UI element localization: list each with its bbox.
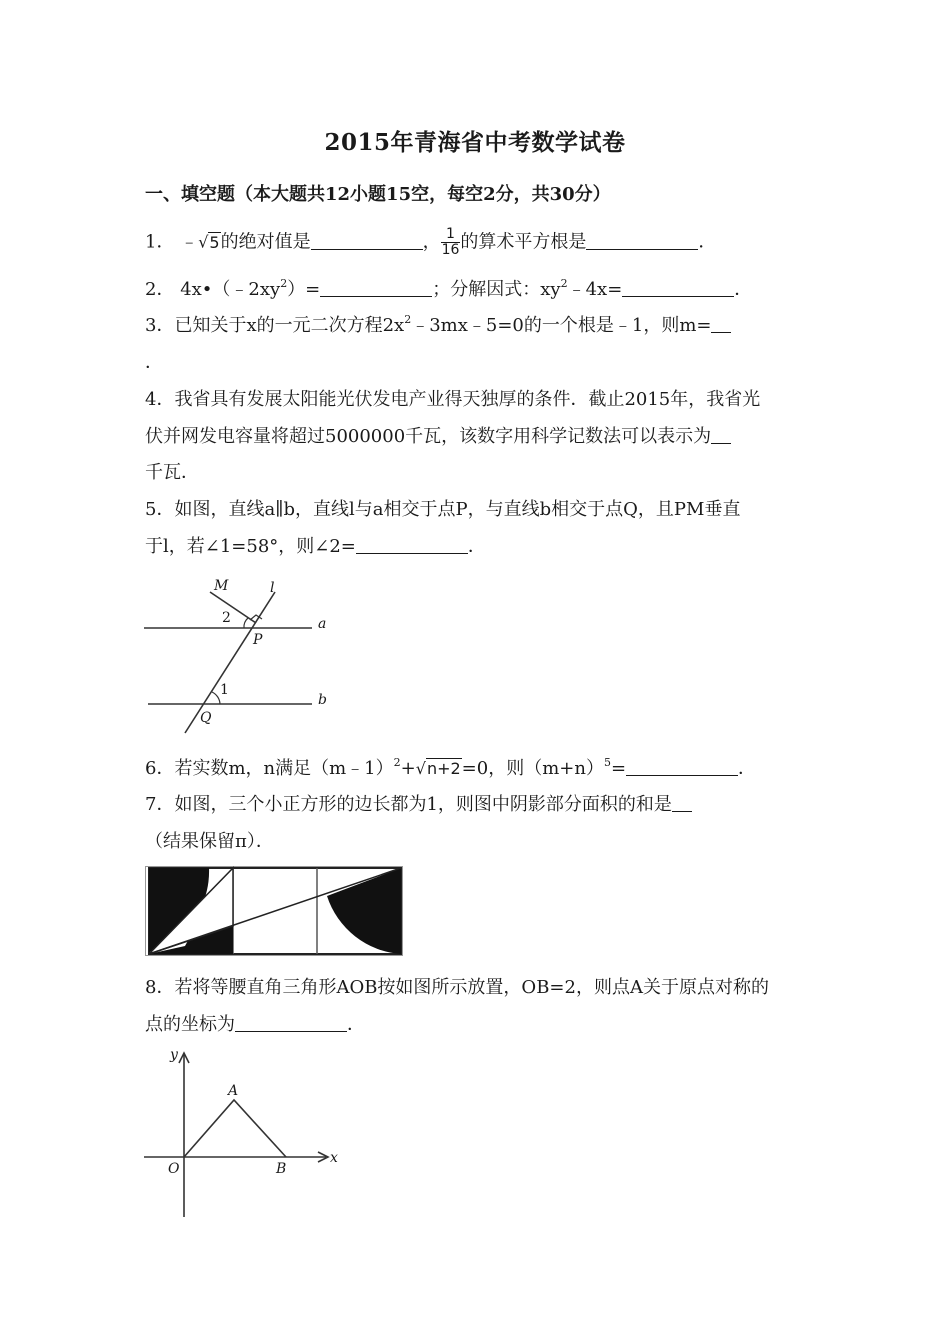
answer-blank[interactable]: [622, 278, 734, 297]
coordinate-figure: [140, 1045, 350, 1225]
answer-blank[interactable]: [711, 314, 731, 333]
section-heading: 一、填空题（本大题共12小题15空，每空2分，共30分）: [145, 184, 611, 205]
sqrt-5: √5: [198, 232, 220, 252]
label-B: B: [276, 1161, 287, 1177]
three-squares-figure: [145, 866, 403, 956]
answer-blank[interactable]: [672, 793, 692, 812]
label-y: y: [170, 1047, 178, 1063]
angle-2-arc: [244, 618, 248, 628]
page-title: 2015年青海省中考数学试卷: [324, 129, 626, 156]
label-Q: Q: [200, 710, 212, 726]
parallel-lines-figure: [140, 570, 340, 740]
answer-blank[interactable]: [356, 535, 468, 554]
fraction-1-16: $\frac{1}{16}$: [441, 226, 460, 258]
label-angle-1: 1: [220, 682, 229, 698]
question-3: 3．已知关于x的一元二次方程$2x^2﹣3mx﹣5=0$的一个根是﹣1，则m=: [145, 313, 731, 339]
answer-blank[interactable]: [311, 231, 423, 250]
label-A: A: [228, 1083, 239, 1099]
exam-page: 2015年青海省中考数学试卷 一、填空题（本大题共12小题15空，每空2分，共30分） 1． ﹣√5的绝对值是 ， $\frac{1}{16}$ 的算术平方根是 ． 2． $4x•(﹣2xy^2)=$ ；分解因式：$xy^2﹣4x=$ ． 3．已知关于x的一元二次方程$2x^2﹣3mx﹣5=0$的一个根是﹣1，则m= ． 4．我省具有发展太阳能光伏发电产业得天独厚的条件．截止2015年，我省光 伏并网发电容量将超过5000000千瓦，该数字用科学记数法可以表示为 千瓦． 5．如图，直线a∥b，直线l与a相交于点P，与直线b相交于点Q，且PM垂直 于l，若∠1=58°，则∠2= ． M l a b P Q 1 2 6．若实数m，n满足（m﹣1）$^2$+√n+2=0，则$(m+n)^5=$ ． 7．如图，三个小正方形的边长都为1，则图中阴影部分面积的和是 （结果保留π）． 8．若将等腰直角三角形AOB按如图所示放置，OB=2，则点A关于原点对称的 点的坐标为 ． y x O A B: [0, 0, 950, 1344]
answer-blank[interactable]: [626, 757, 738, 776]
answer-blank[interactable]: [320, 278, 432, 297]
question-5-line-1: 5．如图，直线a∥b，直线l与a相交于点P，与直线b相交于点Q，且PM垂直: [145, 499, 741, 520]
line-pm: [210, 592, 256, 623]
answer-blank[interactable]: [235, 1013, 347, 1032]
label-x: x: [330, 1150, 338, 1166]
question-7-line-1: 7．如图，三个小正方形的边长都为1，则图中阴影部分面积的和是: [145, 792, 692, 818]
label-O: O: [168, 1161, 180, 1177]
question-1: 1． ﹣√5的绝对值是 ， $\frac{1}{16}$ 的算术平方根是 ．: [145, 226, 717, 258]
label-a: a: [318, 616, 327, 632]
label-P: P: [253, 632, 263, 648]
label-M: M: [214, 578, 229, 594]
question-2: 2． $4x•(﹣2xy^2)=$ ；分解因式：$xy^2﹣4x=$ ．: [145, 277, 753, 300]
question-4-line-2: 伏并网发电容量将超过5000000千瓦，该数字用科学记数法可以表示为: [145, 424, 731, 450]
angle-1-arc: [212, 692, 220, 704]
sqrt-n-plus-2: √n+2: [415, 759, 461, 778]
question-6: 6．若实数m，n满足（m﹣1）$^2$+√n+2=0，则$(m+n)^5=$ ．: [145, 756, 757, 779]
question-4-line-3: 千瓦．: [145, 462, 199, 483]
question-5-line-2: 于l，若∠1=58°，则∠2= ．: [145, 536, 486, 557]
label-l: l: [270, 580, 275, 596]
triangle-aob: [184, 1100, 286, 1157]
answer-blank[interactable]: [711, 425, 731, 444]
label-b: b: [318, 692, 327, 708]
question-4-line-1: 4．我省具有发展太阳能光伏发电产业得天独厚的条件．截止2015年，我省光: [145, 389, 761, 410]
label-angle-2: 2: [222, 610, 231, 626]
question-8-line-1: 8．若将等腰直角三角形AOB按如图所示放置，OB=2，则点A关于原点对称的: [145, 977, 769, 998]
question-7-line-2: （结果保留π）．: [145, 831, 274, 852]
answer-blank[interactable]: [586, 231, 698, 250]
question-8-line-2: 点的坐标为 ．: [145, 1014, 365, 1035]
